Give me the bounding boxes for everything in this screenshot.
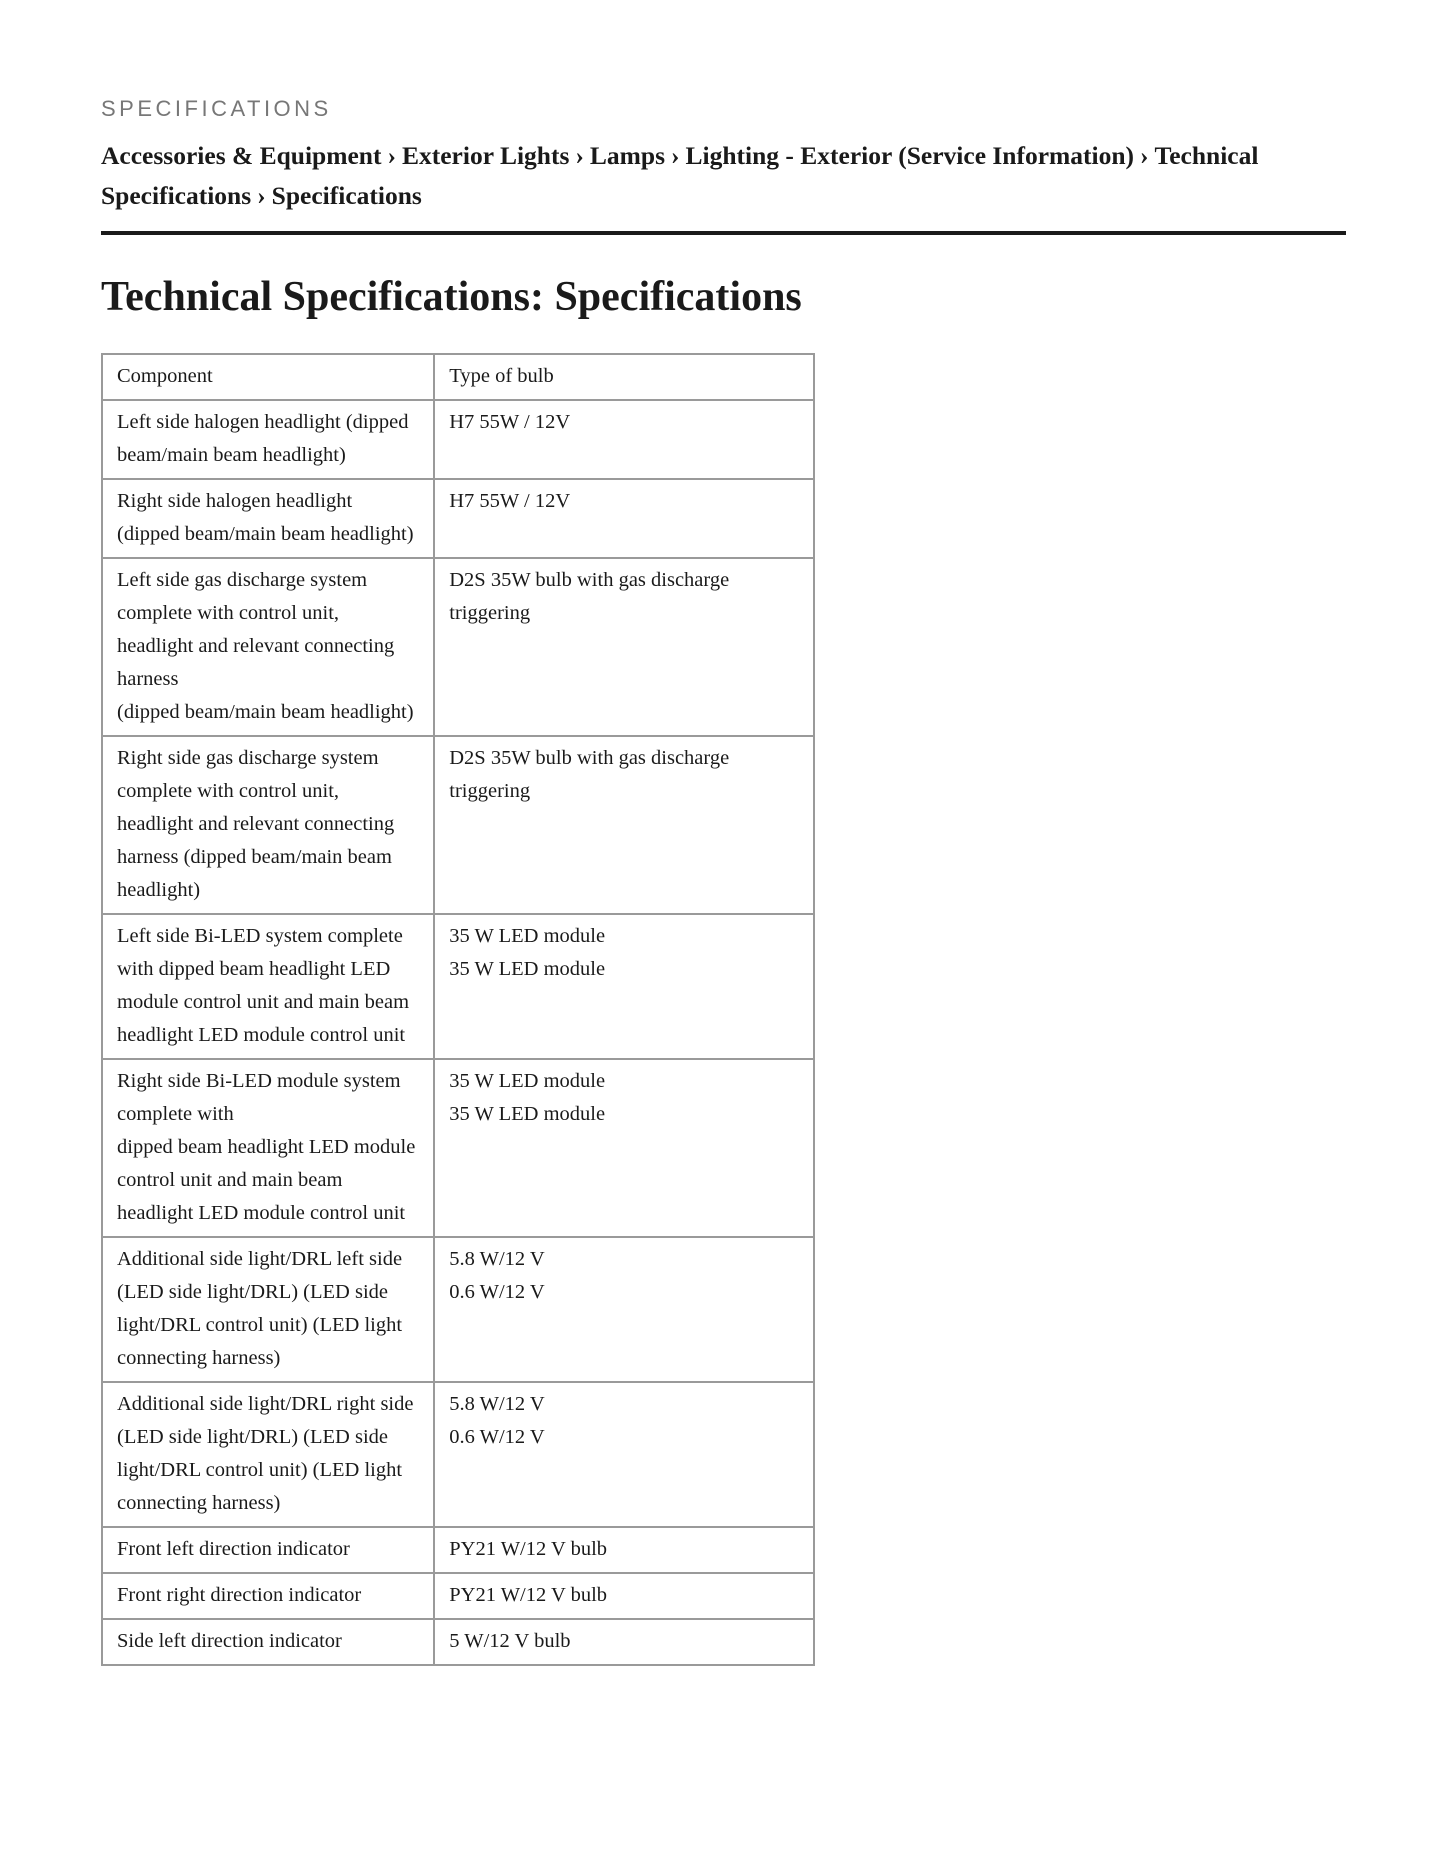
cell-text: 5.8 W/12 V	[449, 1248, 545, 1270]
breadcrumb-item-current: Specifications	[271, 181, 422, 210]
component-cell	[102, 1527, 434, 1573]
table-row	[102, 558, 814, 736]
cell-text: 5.8 W/12 V	[449, 1393, 545, 1415]
table-row	[102, 1527, 814, 1573]
component-cell	[102, 1573, 434, 1619]
component-cell	[102, 1382, 434, 1527]
specifications-table	[101, 353, 815, 1666]
cell-text: 5 W/12 V bulb	[449, 1630, 571, 1652]
breadcrumb-separator: ›	[257, 181, 266, 210]
table-row	[102, 1237, 814, 1382]
cell-text: dipped beam headlight LED module control unit and main beam headlight LED module control unit	[117, 1136, 416, 1224]
cell-text: D2S 35W bulb with gas discharge triggering	[449, 747, 730, 802]
table-row	[102, 914, 814, 1059]
cell-text: 35 W LED module	[449, 1070, 606, 1092]
breadcrumb-separator: ›	[387, 141, 396, 170]
bulb-type-cell	[434, 1573, 814, 1619]
cell-text: Right side Bi-LED module system complete with	[117, 1070, 401, 1125]
cell-text: Side left direction indicator	[117, 1630, 342, 1652]
bulb-type-cell	[434, 736, 814, 914]
table-row	[102, 1059, 814, 1237]
document-page	[101, 0, 1347, 1666]
bulb-type-cell	[434, 1382, 814, 1527]
component-cell	[102, 479, 434, 558]
component-cell	[102, 1619, 434, 1665]
cell-text: 0.6 W/12 V	[449, 1281, 545, 1303]
cell-text: Left side halogen headlight (dipped beam/main beam headlight)	[117, 411, 409, 466]
breadcrumb-item[interactable]: Accessories & Equipment	[101, 141, 382, 170]
cell-text: D2S 35W bulb with gas discharge triggering	[449, 569, 730, 624]
component-cell	[102, 1059, 434, 1237]
cell-text: (dipped beam/main beam headlight)	[117, 701, 414, 723]
cell-text: 35 W LED module	[449, 925, 606, 947]
breadcrumb-item[interactable]: Technical Specifications	[101, 141, 1259, 210]
bulb-type-cell	[434, 1527, 814, 1573]
breadcrumb-item[interactable]: Lamps	[589, 141, 665, 170]
breadcrumb-item[interactable]: Exterior Lights	[401, 141, 570, 170]
cell-text: Additional side light/DRL right side (LED side light/DRL) (LED side light/DRL control unit) (LED light connecting harness)	[117, 1393, 414, 1514]
table-header-row	[102, 354, 814, 400]
cell-text: 0.6 W/12 V	[449, 1426, 545, 1448]
cell-text: H7 55W / 12V	[449, 490, 571, 512]
cell-text: 35 W LED module	[449, 1103, 606, 1125]
component-cell	[102, 400, 434, 479]
breadcrumb	[101, 136, 1346, 235]
table-row	[102, 1619, 814, 1665]
cell-text: Right side gas discharge system complete with control unit, headlight and relevant connecting harness (dipped beam/main beam headlight)	[117, 747, 395, 901]
component-cell	[102, 736, 434, 914]
cell-text: 35 W LED module	[449, 958, 606, 980]
cell-text: PY21 W/12 V bulb	[449, 1584, 608, 1606]
bulb-type-cell	[434, 400, 814, 479]
bulb-type-cell	[434, 1619, 814, 1665]
bulb-type-cell	[434, 558, 814, 736]
breadcrumb-separator: ›	[671, 141, 680, 170]
table-row	[102, 1573, 814, 1619]
bulb-type-cell	[434, 1059, 814, 1237]
table-row	[102, 479, 814, 558]
breadcrumb-separator: ›	[1140, 141, 1149, 170]
cell-text: Left side Bi-LED system complete with dipped beam headlight LED module control unit and main beam headlight LED module control unit	[117, 925, 410, 1046]
table-row	[102, 736, 814, 914]
bulb-type-cell	[434, 914, 814, 1059]
breadcrumb-item[interactable]: Lighting - Exterior (Service Information)	[685, 141, 1135, 170]
breadcrumb-separator: ›	[575, 141, 584, 170]
column-header-component: Component	[102, 354, 434, 400]
cell-text: Left side gas discharge system complete with control unit, headlight and relevant connecting harness	[117, 569, 395, 690]
component-cell	[102, 1237, 434, 1382]
section-eyebrow: SPECIFICATIONS	[101, 96, 332, 121]
component-cell	[102, 914, 434, 1059]
cell-text: Front left direction indicator	[117, 1538, 350, 1560]
column-header-bulb-type: Type of bulb	[434, 354, 814, 400]
component-cell	[102, 558, 434, 736]
cell-text: Right side halogen headlight (dipped beam/main beam headlight)	[117, 490, 414, 545]
cell-text: Front right direction indicator	[117, 1584, 362, 1606]
cell-text: PY21 W/12 V bulb	[449, 1538, 608, 1560]
bulb-type-cell	[434, 1237, 814, 1382]
cell-text: H7 55W / 12V	[449, 411, 571, 433]
table-row	[102, 400, 814, 479]
cell-text: Additional side light/DRL left side (LED side light/DRL) (LED side light/DRL control unit) (LED light connecting harness)	[117, 1248, 403, 1369]
bulb-type-cell	[434, 479, 814, 558]
page-title: Technical Specifications: Specifications	[101, 274, 802, 320]
table-row	[102, 1382, 814, 1527]
